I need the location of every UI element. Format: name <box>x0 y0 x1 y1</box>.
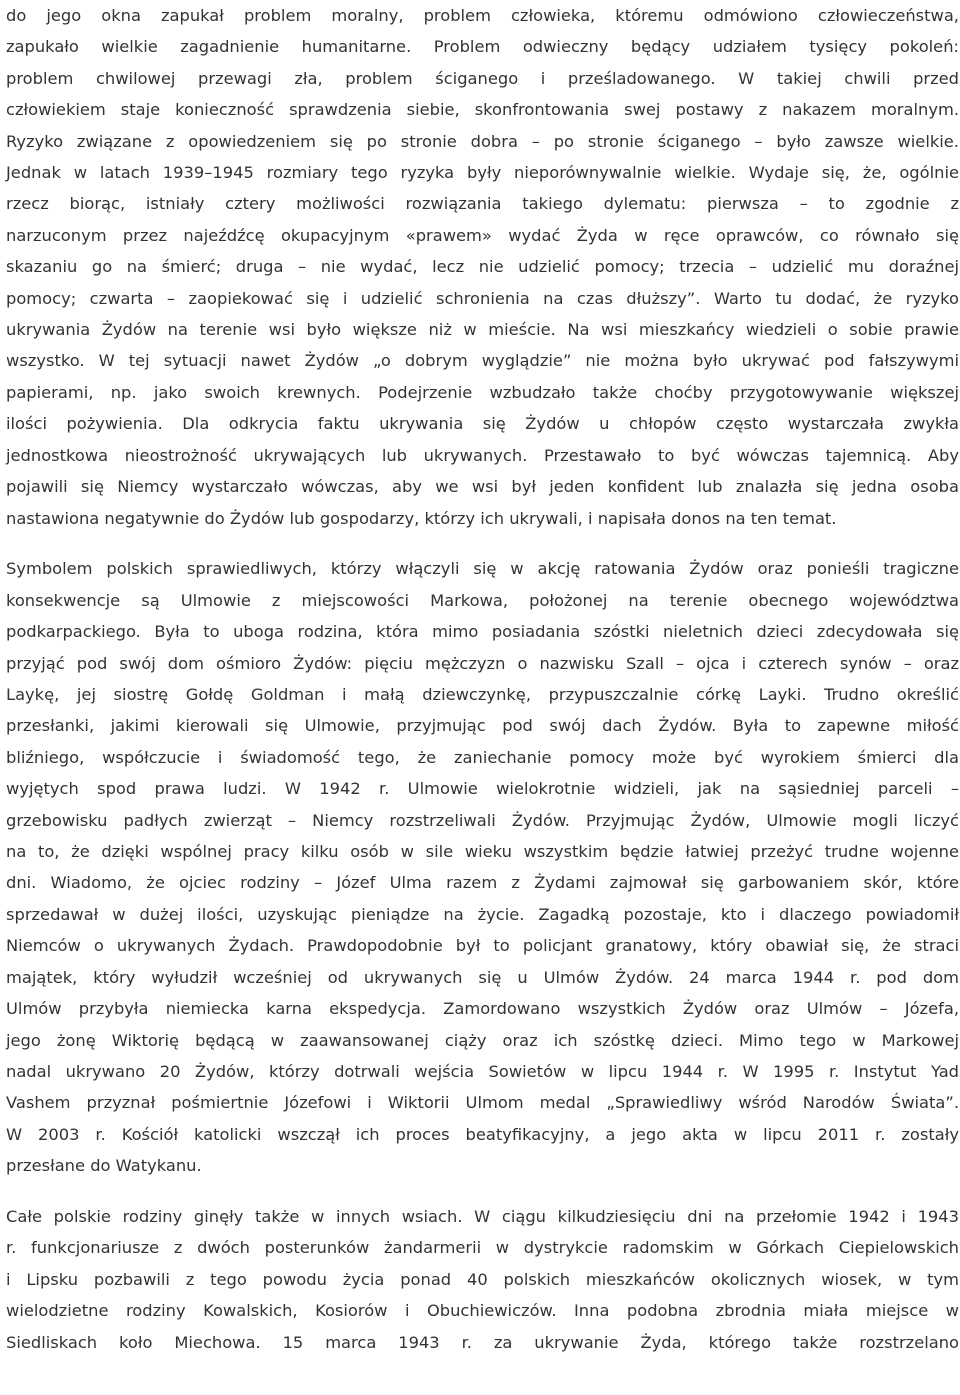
text-line: papierami, np. jako swoich krewnych. Podejrzenie wzbudzało także choćby przygotowywanie większej <box>6 382 959 402</box>
paragraph-ulma-family <box>6 553 959 1181</box>
text-line: majątek, który wyłudził wcześniej od ukrywanych się u Ulmów Żydów. 24 marca 1944 r. pod dom <box>6 967 959 987</box>
text-line: problem chwilowej przewagi zła, problem ściganego i prześladowanego. W takiej chwili przed <box>6 68 959 88</box>
text-line: W 2003 r. Kościół katolicki wszczął ich proces beatyfikacyjny, a jego akta w lipcu 2011 r. zostały <box>6 1124 959 1144</box>
text-line: człowiekiem staje konieczność sprawdzenia siebie, skonfrontowania swej postawy z nakazem moralnym. <box>6 100 959 120</box>
text-line: jednostkowa nieostrożność ukrywających lub ukrywanych. Przestawało to być wówczas tajemnicą. Aby <box>6 445 959 465</box>
paragraph-other-villages <box>6 1201 959 1358</box>
text-line: Vashem przyznał pośmiertnie Józefowi i Wiktorii Ulmom medal „Sprawiedliwy wśród Narodów Świata”. <box>6 1093 959 1113</box>
text-line: wyjętych spod prawa ludzi. W 1942 r. Ulmowie wielokrotnie widzieli, jak na sąsiedniej parceli – <box>6 779 959 799</box>
text-line: grzebowisku padłych zwierząt – Niemcy rozstrzeliwali Żydów. Przyjmując Żydów, Ulmowie mogli liczyć <box>6 810 959 830</box>
text-line: ilości pożywienia. Dla odkrycia faktu ukrywania się Żydów u chłopów często wystarczała zwykła <box>6 414 959 434</box>
text-line: przesłanki, jakimi kierowali się Ulmowie, przyjmując pod swój dach Żydów. Była to zapewne miłość <box>6 716 959 736</box>
text-line: skazaniu go na śmierć; druga – nie wydać, lecz nie udzielić pomocy; trzecia – udzielić mu doraźnej <box>6 257 959 277</box>
text-line: konsekwencje są Ulmowie z miejscowości Markowa, położonej na terenie obecnego województwa <box>6 590 959 610</box>
text-line: Symbolem polskich sprawiedliwych, którzy włączyli się w akcję ratowania Żydów oraz ponieśli tragiczne <box>6 559 959 579</box>
text-line: do jego okna zapukał problem moralny, problem człowieka, któremu odmówiono człowieczeństwa, <box>6 6 959 25</box>
text-line: rzecz biorąc, istniały cztery możliwości rozwiązania takiego dylematu: pierwsza – to zgodnie z <box>6 194 959 214</box>
text-line: Laykę, jej siostrę Gołdę Goldman i małą dziewczynkę, przypuszczalnie córkę Layki. Trudno określić <box>6 685 959 705</box>
text-line: pojawili się Niemcy wystarczało wówczas, aby we wsi był jeden konfident lub znalazła się jedna osoba <box>6 477 959 497</box>
text-line: Siedliskach koło Miechowa. 15 marca 1943 r. za ukrywanie Żyda, którego także rozstrzelano <box>6 1332 959 1352</box>
text-line: Ulmów przybyła niemiecka karna ekspedycja. Zamordowano wszystkich Żydów oraz Ulmów – Józefa, <box>6 999 959 1019</box>
text-line: dni. Wiadomo, że ojciec rodziny – Józef Ulma razem z Żydami zajmował się garbowaniem skór, które <box>6 873 959 893</box>
text-line: na to, że dzięki wspólnej pracy kilku osób w sile wieku wszystkim będzie łatwiej przeżyć trudne wojenne <box>6 842 959 862</box>
text-line: Niemców o ukrywanych Żydach. Prawdopodobnie był to policjant granatowy, który obawiał się, że straci <box>6 936 959 956</box>
text-line: zapukało wielkie zagadnienie humanitarne. Problem odwieczny będący udziałem tysięcy pokoleń: <box>6 37 959 57</box>
text-line: pomocy; czwarta – zaopiekować się i udzielić schronienia na czas dłuższy”. Warto tu dodać, że ryzyko <box>6 288 959 308</box>
text-line: sprzedawał w dużej ilości, uzyskując pieniądze na życie. Zagadką pozostaje, kto i dlaczego powiadomił <box>6 904 959 924</box>
document-body <box>6 0 959 1358</box>
text-line: Jednak w latach 1939–1945 rozmiary tego ryzyka były nieporównywalnie wielkie. Wydaje się, że, ogólnie <box>6 163 959 183</box>
text-line: jego żonę Wiktorię będącą w zaawansowanej ciąży oraz ich szóstkę dzieci. Mimo tego w Markowej <box>6 1030 959 1050</box>
paragraph-intro <box>6 0 959 534</box>
text-line: ukrywania Żydów na terenie wsi było większe niż w mieście. Na wsi mieszkańcy wiedzieli o sobie prawie <box>6 320 959 340</box>
text-line: podkarpackiego. Była to uboga rodzina, która mimo posiadania szóstki nieletnich dzieci zdecydowała się <box>6 622 959 642</box>
text-line: Ryzyko związane z opowiedzeniem się po stronie dobra – po stronie ściganego – było zawsze wielkie. <box>6 131 959 151</box>
text-line: narzuconym przez najeźdźcę okupacyjnym «prawem» wydać Żyda w ręce oprawców, co równało się <box>6 225 959 245</box>
text-line: nastawiona negatywnie do Żydów lub gospodarzy, którzy ich ukrywali, i napisała donos na ten temat. <box>6 508 837 528</box>
text-line: przyjąć pod swój dom ośmioro Żydów: pięciu mężczyzn o nazwisku Szall – ojca i czterech synów – oraz <box>6 653 959 673</box>
text-line: r. funkcjonariusze z dwóch posterunków żandarmerii w dystrykcie radomskim w Górkach Ciepielowskich <box>6 1238 959 1258</box>
text-line: i Lipsku pozbawili z tego powodu życia ponad 40 polskich mieszkańców okolicznych wiosek, w tym <box>6 1269 959 1289</box>
text-line: wielodzietne rodziny Kowalskich, Kosiorów i Obuchiewiczów. Inna podobna zbrodnia miała miejsce w <box>6 1301 959 1321</box>
text-line: bliźniego, współczucie i świadomość tego, że zaniechanie pomocy może być wyrokiem śmierci dla <box>6 747 959 767</box>
text-line: przesłane do Watykanu. <box>6 1156 202 1176</box>
text-line: wszystko. W tej sytuacji nawet Żydów „o dobrym wyglądzie” nie można było ukrywać pod fałszywymi <box>6 351 959 371</box>
text-line: nadal ukrywano 20 Żydów, którzy dotrwali wejścia Sowietów w lipcu 1944 r. W 1995 r. Instytut Yad <box>6 1061 959 1081</box>
text-line: Całe polskie rodziny ginęły także w innych wsiach. W ciągu kilkudziesięciu dni na przełomie 1942 i 1943 <box>6 1207 959 1227</box>
